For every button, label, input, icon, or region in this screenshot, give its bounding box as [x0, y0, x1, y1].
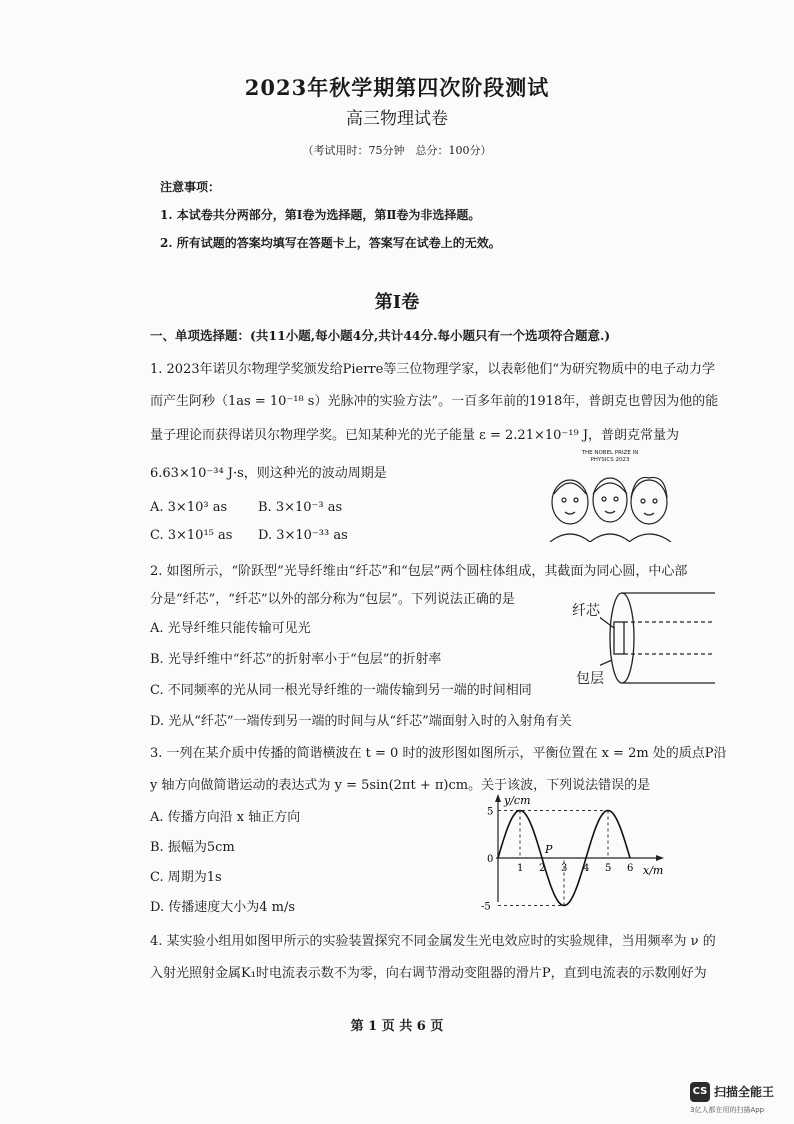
q3-option-b: B. 振幅为5cm	[150, 840, 235, 855]
q3-option-a: A. 传播方向沿 x 轴正方向	[150, 810, 301, 825]
point-p-label: P	[545, 843, 553, 856]
q3-line-2: y 轴方向做简谐运动的表达式为 y = 5sin(2πt + π)cm。关于该波，下列说法错误的是	[150, 778, 651, 793]
q1-line-2: 而产生阿秒（1as = 10⁻¹⁸ s）光脉冲的实验方法”。一百多年前的1918年，普朗克也曾因为他的能	[150, 394, 719, 409]
q1-line-3: 量子理论而获得诺贝尔物理学奖。已知某种光的光子能量 ε = 2.21×10⁻¹⁹ J，普朗克常量为	[150, 428, 680, 443]
q1-line-1: 1. 2023年诺贝尔物理学奖颁发给Pierre等三位物理学家，以表彰他们“为研究物质中的电子动力学	[150, 362, 715, 377]
y-tick-label: 0	[487, 854, 494, 865]
watermark-tagline: 3亿人都在用的扫描App	[690, 1106, 765, 1114]
q2-line-1: 2. 如图所示，“阶跃型”光导纤维由“纤芯”和“包层”两个圆柱体组成，其截面为同心圆，中心部	[150, 564, 688, 579]
x-axis-arrow-icon	[656, 855, 664, 861]
portrait-sketch-icon	[545, 464, 675, 542]
q2-option-c: C. 不同频率的光从同一根光导纤维的一端传输到另一端的时间相同	[150, 683, 532, 698]
nobel-caption: THE NOBEL PRIZE IN PHYSICS 2023	[581, 450, 639, 463]
wave-chart	[478, 790, 668, 910]
q3-option-c: C. 周期为1s	[150, 870, 222, 885]
y-tick-label: -5	[481, 901, 491, 910]
x-axis-label: x/m	[643, 864, 664, 877]
q2-option-b: B. 光导纤维中“纤芯”的折射率小于“包层”的折射率	[150, 652, 442, 667]
q2-line-2: 分是“纤芯”，“纤芯”以外的部分称为“包层”。下列说法正确的是	[150, 592, 515, 607]
q1-option-c: C. 3×10¹⁵ as	[150, 528, 233, 543]
q4-line-2: 入射光照射金属K₁时电流表示数不为零，向右调节滑动变阻器的滑片P，直到电流表的示数刚好为	[150, 966, 707, 981]
exam-title: 2023年秋学期第四次阶段测试	[244, 75, 550, 100]
x-tick-label: 5	[605, 863, 612, 874]
optical-fiber-diagram	[600, 588, 720, 698]
x-tick-label: 4	[583, 863, 590, 874]
camscanner-logo-icon: CS	[690, 1082, 710, 1102]
exam-info: （考试用时：75分钟 总分：100分）	[302, 144, 492, 157]
q1-option-a: A. 3×10³ as	[150, 500, 228, 515]
q1-line-4: 6.63×10⁻³⁴ J·s，则这种光的波动周期是	[150, 466, 387, 481]
fiber-core-label: 纤芯	[572, 603, 600, 619]
x-tick-label: 6	[627, 863, 634, 874]
q1-option-d: D. 3×10⁻³³ as	[258, 528, 348, 543]
notice-item-2: 2. 所有试题的答案均填写在答题卡上，答案写在试卷上的无效。	[160, 236, 501, 250]
x-tick-label: 1	[517, 863, 524, 874]
notice-item-1: 1. 本试卷共分两部分，第Ⅰ卷为选择题，第Ⅱ卷为非选择题。	[160, 208, 481, 222]
fiber-cladding-label: 包层	[576, 671, 604, 687]
q4-line-1: 4. 某实验小组用如图甲所示的实验装置探究不同金属发生光电效应时的实验规律，当用频率为 ν 的	[150, 934, 716, 949]
x-tick-label: 2	[539, 863, 546, 874]
q1-option-b: B. 3×10⁻³ as	[258, 500, 343, 515]
part-heading: 一、单项选择题：(共11小题,每小题4分,共计44分.每小题只有一个选项符合题意.)	[150, 328, 611, 343]
y-axis-label: y/cm	[504, 794, 531, 807]
page-number: 第 1 页 共 6 页	[350, 1019, 444, 1034]
exam-subtitle: 高三物理试卷	[346, 109, 448, 129]
watermark-brand: 扫描全能王	[714, 1085, 775, 1099]
q3-line-1: 3. 一列在某介质中传播的简谐横波在 t = 0 时的波形图如图所示，平衡位置在 x = 2m 处的质点P沿	[150, 746, 727, 761]
x-tick-label: 3	[561, 863, 568, 874]
q2-option-a: A. 光导纤维只能传输可见光	[150, 621, 311, 636]
notice-heading: 注意事项：	[160, 180, 221, 194]
y-axis-arrow-icon	[495, 794, 501, 802]
y-tick-label: 5	[487, 806, 494, 818]
q2-option-d: D. 光从“纤芯”一端传到另一端的时间与从“纤芯”端面射入时的入射角有关	[150, 714, 572, 729]
q3-option-d: D. 传播速度大小为4 m/s	[150, 900, 296, 915]
nobel-laureates-image	[545, 450, 675, 540]
section-title: 第Ⅰ卷	[374, 292, 420, 313]
